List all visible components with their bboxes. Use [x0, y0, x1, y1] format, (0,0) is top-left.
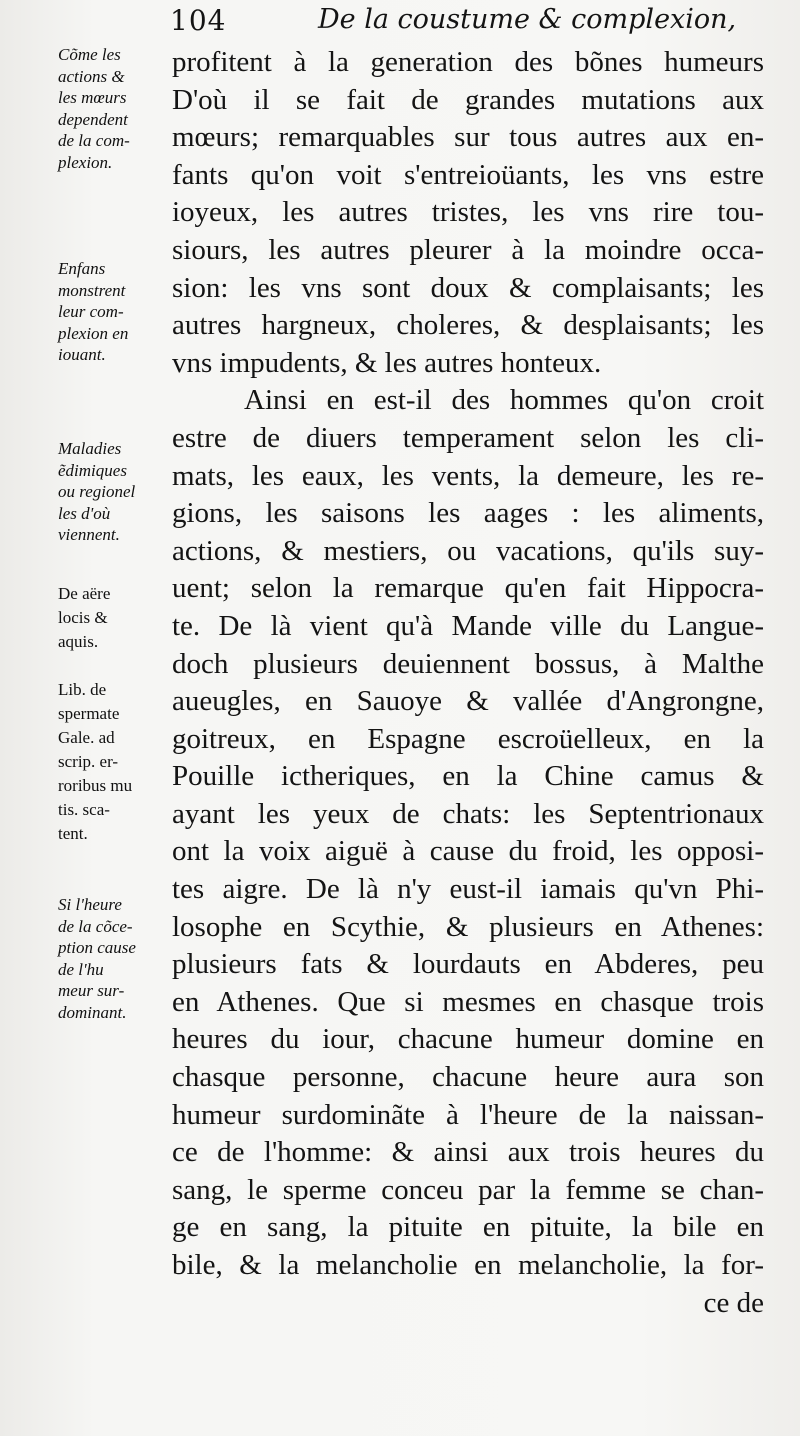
margin-note — [58, 258, 170, 366]
margin-note-line: les mœurs — [58, 88, 127, 107]
text-line: aueugles, en Sauoye & vallée d'Angrongne, — [172, 685, 764, 718]
text-line: goitreux, en Espagne escroüelleux, en la — [172, 722, 764, 755]
margin-note-line: Si l'heure — [58, 895, 122, 914]
margin-note-line: meur sur- — [58, 981, 125, 1000]
running-title: De la coustume & complexion, — [318, 4, 737, 35]
text-line: siours, les autres pleurer à la moindre occa- — [172, 233, 764, 266]
text-line: ioyeux, les autres tristes, les vns rire tou- — [172, 196, 764, 229]
margin-note-line: dominant. — [58, 1002, 127, 1022]
text-line: estre de diuers temperament selon les cli- — [172, 421, 764, 454]
text-line: bile, & la melancholie en melancholie, la for- — [172, 1249, 764, 1281]
page-number: 104 — [170, 4, 227, 37]
margin-note-line: tis. sca- — [58, 800, 110, 819]
text-line: ayant les yeux de chats: les Septentrionaux — [172, 797, 764, 830]
text-line: heures du iour, chacune humeur domine en — [172, 1023, 764, 1056]
text-line: gions, les saisons les aages : les aliments, — [172, 497, 764, 530]
text-line: uent; selon la remarque qu'en fait Hippocra- — [172, 572, 764, 605]
margin-note-line: viennent. — [58, 525, 120, 544]
catchword: ce de — [703, 1286, 764, 1319]
margin-note-line: plexion. — [58, 152, 113, 172]
margin-note-line: Cõme les — [58, 45, 121, 64]
margin-note-line: ẽdimiques — [58, 460, 127, 480]
margin-note-line: locis & — [58, 608, 108, 627]
text-line: sion: les vns sont doux & complaisants; les — [172, 271, 764, 304]
margin-note-line: actions & — [58, 66, 125, 86]
margin-note-line: Enfans — [58, 259, 106, 278]
margin-note-line: leur com- — [58, 302, 124, 321]
text-line: autres hargneux, choleres, & desplaisants; les — [172, 309, 764, 342]
margin-note-line: Maladies — [58, 439, 122, 458]
margin-note-line: scrip. er- — [58, 752, 119, 771]
text-line: humeur surdominãte à l'heure de la naissan- — [172, 1098, 764, 1131]
margin-note — [58, 678, 170, 846]
margin-note-line: De aëre — [58, 584, 111, 603]
text-line: actions, & mestiers, ou vacations, qu'ils suy- — [172, 534, 764, 567]
margin-note-line: plexion en — [58, 323, 129, 343]
text-line: sang, le sperme conceu par la femme se chan- — [172, 1173, 764, 1206]
margin-note-line: de l'hu — [58, 959, 104, 979]
text-line: chasque personne, chacune heure aura son — [172, 1061, 764, 1094]
text-line: ge en sang, la pituite en pituite, la bile en — [172, 1211, 764, 1244]
text-line: doch plusieurs deuiennent bossus, à Malthe — [172, 647, 764, 680]
margin-note-line: dependent — [58, 109, 128, 129]
text-line: en Athenes. Que si mesmes en chasque trois — [172, 985, 764, 1018]
margin-note-line: les d'où — [58, 503, 111, 523]
margin-note-line: Lib. de — [58, 680, 107, 699]
text-line: te. De là vient qu'à Mande ville du Langue- — [172, 609, 764, 642]
text-line: losophe en Scythie, & plusieurs en Athenes: — [172, 910, 764, 943]
text-line: mats, les eaux, les vents, la demeure, les re- — [172, 459, 764, 492]
margin-note-line: roribus mu — [58, 776, 133, 795]
margin-note — [58, 44, 170, 173]
text-line: tes aigre. De là n'y eust-il iamais qu'vn Phi- — [172, 873, 764, 906]
text-line: fants qu'on voit s'entreioüants, les vns estre — [172, 158, 764, 191]
text-line: Pouille ictheriques, en la Chine camus & — [172, 760, 764, 793]
text-line: Ainsi en est-il des hommes qu'on croit — [244, 384, 764, 417]
margin-note-line: de la cõce- — [58, 916, 133, 936]
margin-note — [58, 582, 170, 654]
margin-note-line: Gale. ad — [58, 728, 115, 747]
margin-note-line: iouant. — [58, 345, 106, 364]
margin-note — [58, 894, 170, 1023]
running-head — [170, 4, 770, 44]
margin-note-line: ption cause — [58, 938, 136, 957]
margin-note-line: spermate — [58, 704, 120, 723]
text-line: mœurs; remarquables sur tous autres aux en- — [172, 121, 764, 154]
margin-note-line: aquis. — [58, 632, 99, 651]
margin-note-line: tent. — [58, 824, 88, 843]
text-line: profitent à la generation des bõnes humeurs — [172, 46, 764, 78]
margin-note-line: ou regionel — [58, 482, 136, 501]
margin-note — [58, 438, 170, 546]
margin-note-line: monstrent — [58, 280, 126, 300]
text-line: plusieurs fats & lourdauts en Abderes, peu — [172, 948, 764, 981]
text-line: ont la voix aiguë à cause du froid, les opposi- — [172, 835, 764, 868]
text-line: D'où il se fait de grandes mutations aux — [172, 83, 764, 116]
text-line: ce de l'homme: & ainsi aux trois heures du — [172, 1136, 764, 1169]
text-line: vns impudents, & les autres honteux. — [172, 346, 602, 379]
body-text — [172, 44, 764, 1322]
margin-note-line: de la com- — [58, 131, 130, 150]
